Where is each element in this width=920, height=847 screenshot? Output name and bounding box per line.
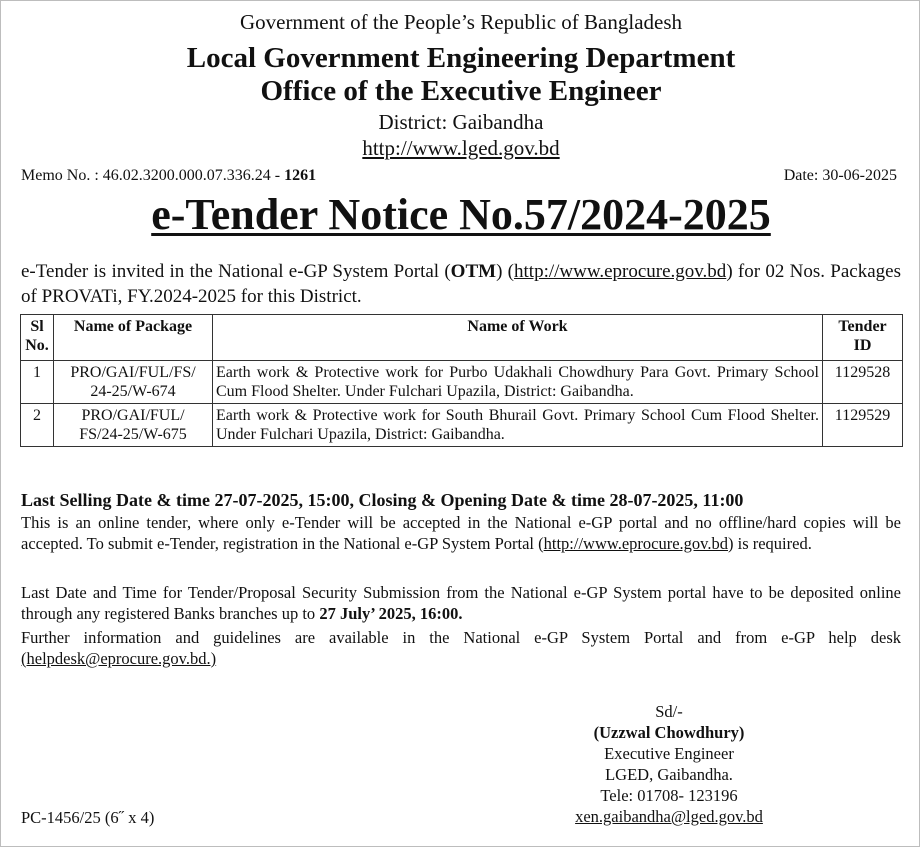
footer-pc-code: PC-1456/25 (6˝ x 4) — [21, 808, 155, 827]
row-tender-id: 1129528 — [823, 361, 903, 404]
signatory-phone: Tele: 01708- 123196 — [600, 786, 738, 805]
header-tender-id: Tender ID — [823, 315, 903, 361]
table-header-row — [21, 315, 903, 361]
intro-paragraph — [21, 259, 901, 309]
row-package: PRO/GAI/FUL/ FS/24-25/W-675 — [54, 404, 213, 447]
department-heading: Local Government Engineering Department — [186, 42, 736, 74]
para1-text-b: ) is required. — [727, 534, 812, 553]
helpdesk-email-link[interactable]: (helpdesk@eprocure.gov.bd.) — [21, 649, 217, 668]
notice-title: e-Tender Notice No.57/2024-2025 — [151, 190, 771, 239]
eprocure-link-2[interactable]: http://www.eprocure.gov.bd — [543, 534, 728, 553]
intro-text-1: e-Tender is invited in the National e-GP System Portal ( — [21, 261, 451, 282]
row-sl: 1 — [21, 361, 54, 404]
packages-table — [20, 314, 903, 447]
government-heading: Government of the People’s Republic of Bangladesh — [239, 10, 683, 34]
signatory-designation: Executive Engineer — [604, 744, 734, 763]
district-heading: District: Gaibandha — [378, 110, 544, 134]
row-sl: 2 — [21, 404, 54, 447]
memo-line — [21, 166, 316, 186]
table-row — [21, 404, 903, 447]
office-heading: Office of the Executive Engineer — [260, 75, 662, 107]
para3-text: Further information and guidelines are available in the National e-GP System Portal and from e-GP help desk — [21, 628, 901, 647]
para2-text: Last Date and Time for Tender/Proposal Security Submission from the National e-GP System portal have to be deposited online through any registered Banks branches up to — [21, 583, 901, 623]
website-link[interactable]: http://www.lged.gov.bd — [362, 136, 560, 160]
security-deadline: 27 July’ 2025, 16:00. — [319, 604, 463, 623]
header-sl-no: Sl No. — [21, 315, 54, 361]
memo-prefix: Memo No. : 46.02.3200.000.07.336.24 - — [21, 167, 285, 184]
signature-block — [549, 701, 789, 827]
signature-sd: Sd/- — [655, 702, 683, 721]
signatory-office: LGED, Gaibandha. — [605, 765, 733, 784]
row-package: PRO/GAI/FUL/FS/ 24-25/W-674 — [54, 361, 213, 404]
intro-text-2: ) ( — [496, 261, 515, 282]
intro-text-3: ) for 02 Nos. Packages of PROVATi, FY.2024-2025 for this District. — [21, 261, 901, 307]
table-row — [21, 361, 903, 404]
row-work: Earth work & Protective work for Purbo Udakhali Chowdhury Para Govt. Primary School Cum Flood Shelter. Under Fulchari Upazila, District: Gaibandha. — [213, 361, 823, 404]
memo-number: 1261 — [284, 167, 317, 184]
notice-title-line — [1, 189, 920, 241]
website-line — [1, 135, 920, 161]
eprocure-link[interactable]: http://www.eprocure.gov.bd — [514, 261, 727, 282]
intro-otm: OTM — [450, 261, 497, 282]
security-paragraph — [21, 582, 901, 624]
signatory-name: (Uzzwal Chowdhury) — [593, 723, 745, 742]
signatory-email-link[interactable]: xen.gaibandha@lged.gov.bd — [575, 807, 763, 826]
helpdesk-paragraph — [21, 627, 901, 669]
header-package: Name of Package — [54, 315, 213, 361]
last-selling-date: Last Selling Date & time 27-07-2025, 15:00, Closing & Opening Date & time 28-07-2025, 11:00 — [21, 490, 744, 510]
row-work: Earth work & Protective work for South Bhurail Govt. Primary School Cum Flood Shelter. Under Fulchari Upazila, District: Gaibandha. — [213, 404, 823, 447]
header-work: Name of Work — [213, 315, 823, 361]
para1-text-a: This is an online tender, where only e-Tender will be accepted in the National e-GP portal and no offline/hard copies will be accepted. To submit e-Tender, registration in the National e-GP System Portal ( — [21, 513, 901, 553]
row-tender-id: 1129529 — [823, 404, 903, 447]
memo-date: Date: 30-06-2025 — [783, 167, 897, 184]
online-tender-paragraph — [21, 512, 901, 554]
